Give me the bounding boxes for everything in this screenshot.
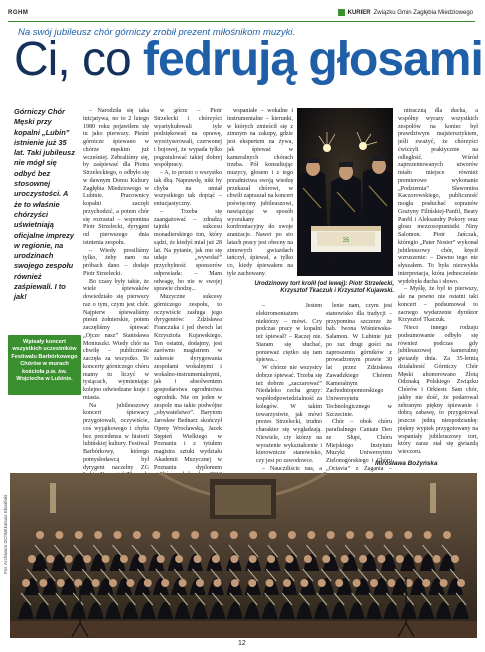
choir-member-head [75,531,83,539]
article-kicker: Na swój jubileusz chór górniczy zrobił prezent miłośnikom muzyki. [18,27,296,38]
choir-member-head [230,555,238,563]
choir-member-head [266,579,274,587]
photo-credit: Fot. Archiwum GChM/Janusz Kłosiński [3,495,8,574]
choir-member-head [353,579,361,587]
choir-member-head [126,579,134,587]
choir-member-head [83,555,91,563]
choir-member-head [94,531,102,539]
choir-member-head [22,579,30,587]
choir-member-head [377,555,385,563]
choir-member-head [248,579,256,587]
choir-member-head [404,531,412,539]
paragraph: Muzyczne sukcesy górniczego zespołu, to oczywiście zasługa jego dyrygentów: Zdzisława Franczuka i jed dwoch lat Krzysztofa Kujawskiego. Ten ostatni, dodajmy, jest zarówno magistrem w zakresie dyrygowania zespołami wokalnymi i wokalno-instrumentalnymi, jak i absolwentem gospodarstwa ogrodnictwa ogrodnik. Nie on jeden w zespole ma takie podwójne „obywatelstwo”. Barytom Jarosław Bednarz skończył Operę Wrocławską, Jacek Stępień Wielkiego w Poznaniu i z tytułem magistra sztuki wydziału Akademii Muzycznej w Poznaniu dyplomem [154,294,222,471]
page-number: 12 [238,640,246,647]
choir-member-head [194,555,202,563]
choir-member-head [288,531,296,539]
article-lead: Górniczy Chór Męski przy kopalni „Lubin” istnienie już 35 lat. Taki jubileusz nie mógł się odbyć bez stosownej uroczystości. A że to właśnie chórzyści uświetniają oficjalne imprezy w regionie, na urodzinach swojego zespołu również zaśpiewali. I to jak! [14,107,75,302]
choir-member-head [74,579,82,587]
choir-member-head [191,531,199,539]
choir-member-head [212,555,220,563]
choir-member-head [157,555,165,563]
choir-member-head [152,531,160,539]
text-column-2 [154,108,222,475]
paragraph: – Narodziła się taka inicjatywa, no to 2 lutego 1980 roku pojawiłem się tu jako pierwszy. Pieśni górnicze śpiewano w chórze męskim już wcześniej. Zebraliśmy się, by zaśpiewać dla Piotra Strzeleckiego, o odbyło się w dawnym Domu Kultury Zagłębia Miedziowego w Lubinie. Pracownicy kopalni zaczęli przychodzić, a potem chór się rozrastał – wspomina Piotr Strzelecki, dyrygent od pierwszego dnia istnienia zespołu. [83,108,149,246]
brand-square-icon [338,9,345,16]
choir-member-head [359,555,367,563]
choir-member-head [249,555,257,563]
choir-member-head [285,555,293,563]
choir-member-head [440,579,448,587]
article-headline [14,33,483,86]
choir-member-head [109,579,117,587]
paragraph: – Jestem elektromontażem niektórzy – mówi. Czy podczas pracy w kopalni też śpiewał? – Raczej nie. Staram się słuchać, ponieważ ciężko się tam śpiewa... [256,303,322,364]
choir-member-head [365,531,373,539]
choir-member-head [267,555,275,563]
magazine-name: KURIER [347,9,371,16]
cake-photo [297,108,393,276]
choir-member-head [269,531,277,539]
paragraph: – Myślę, że był to pierwszy, ale na pewno nie ostatni taki koncert – podsumował to zacnego wydarzenie dyrektor Krzysztof Tkaczuk. [398,286,478,324]
choir-member-head [210,531,218,539]
text-column-4 [398,108,478,455]
choir-member-head [422,579,430,587]
photo-caption: Urodzinowy tort krolił (od lewej): Piotr Strzelecki, Krzysztof Tkaczuk i Krzysztof Kujawski. [254,281,394,295]
choir-member-head [28,555,36,563]
choir-member-head [457,579,465,587]
paragraph: lenie nam, czym jest stanowisko dla tradycji – przypomina szczerze że bab. Iwona Wiśniewska-Salamon. W Lubinie już po raz drugi gości na zaproszeniu górników z prowadzonym prawie 30 lat przez Zdzisława Zawadzkiego Chórem Kameralnym Zachodniopomorskiego Uniwersytetu Technologicznego w Szczecinie. [326,303,392,418]
choir-member-head [213,579,221,587]
choir-photo-illustration [10,473,477,638]
choir-member-head [443,531,451,539]
choir-member-head [55,531,63,539]
choir-member-head [307,531,315,539]
choir-member-head [300,579,308,587]
paragraph: Bo czasy były takie, że wiele śpiewaków dowiedziało się pierwszy raz o tym, czym jest chór. Najpierw śpiewaliśmy pieśni żołnierskie, potem zaczęliśmy śpiewać „Ojcze nasz” Stanisława Moniuszki. Wtedy chór na chwilę – publiczność zaczęła za wszystko. Te koncerty górniczego chóru mamy tu liczyć w tysiącach, wymieniając kolejno odwiedzane kraje i miasta. [83,278,149,401]
cake-photo-illustration [297,108,393,276]
text-column-3 [227,108,293,277]
paragraph: Na jubileuszowy koncert śpiewacy przygotowali, oczywiście, coś wyjątkowego i chyba bez precedensu w historii lubińskiej kultury. Festiwal Barbórkowy, którego pomysłodawcą był dyrygent naczelny ZG [83,402,149,471]
choir-member-head [283,579,291,587]
text-column-5 [256,303,322,472]
choir-member-head [39,579,47,587]
choir-member-head [231,579,239,587]
choir-member-head [161,579,169,587]
headline-highlight: fedrują głosami [143,33,483,86]
choir-member-head [179,579,187,587]
magazine-subtitle: Związku Gmin Zagłębia Miedziowego [373,9,473,16]
choir-member-head [138,555,146,563]
choir-member-head [249,531,257,539]
choir-member-head [46,555,54,563]
choir-member-head [387,579,395,587]
magazine-masthead [338,9,473,16]
choir-member-head [230,531,238,539]
text-column-1 [83,108,149,475]
choir-member-head [144,579,152,587]
choir-member-head [396,555,404,563]
choir-member-head [414,555,422,563]
choir-member-head [65,555,73,563]
choir-member-head [385,531,393,539]
article-author: Mirosława Bożyńska [375,460,438,467]
choir-member-head [175,555,183,563]
paragraph: Nieco innego rodzaju podsumowanie odbyło się również podczas gdy jubileuszowej kameralnej gwiazdy dnia. Za 35-letnią działalność Górniczy Chór Męski uhonorowano Złotą Odznaką Polskiego Związku Chórów i Orkiestr. Sam chór, jakby nie dość, że podarował zebranym piękny śpiewanie i dobrą zabawę, to przygotował jeszcze jedną niespodziankę: piękny wypiek przygotowany na wspaniały jubileuszowy tort, który zaraz stał się gwiazdą wieczoru. [398,325,478,455]
choir-member-head [433,555,441,563]
paragraph: wspaniałe – wokalne i instrumentalne – kierunki, w których zmieścił się z zimnym na zakupy, gdzie jest ekspertem na żywa, jak śpiewać w kameralnych chórach trzeba. Pół konsultując muzycy, głosem i z tego poradnictwa swoją wiedzę przekazał chórowi, w chwili zapraszał na koncert poświęcony jubileuszowi, nawiązując w sposób wyszukany i konfrontacyjny do swoje aranżacje. Nawet po sto latach pracy jest obecny na zimowych gwiazdach tańczył, śpiewał, a tylko co, kiedy śpiewałem na tyle zachowany. [227,108,293,277]
paragraph: – Naucziliście nas, a [262,465,322,472]
choir-member-head [304,555,312,563]
header-rule [8,21,475,22]
paragraph: nitraczną dla ducha, a współny wyrazy wszystkich zespołów na koniec był prawdziwym majstersztykiem, jeśli zważyć, że chórzyści ćwiczyli praktycznie na odległość. Wśród zaprezentowanych utworów miało miejsce również premierowe wykonanie „Podziemia” Sławomira Kaczorowskiego, publiczność mogła posłuchać sopranów Grażyny Filińskiej-Panfil, Beaty Panfil i Aleksandry Pokory oraz głosu mezzosopranistki Niny Salomon. Piotr Jańczak, któregio „Pater Noster” wykonał jubileuszowy chór, kręcił wzruszenie: – Dawno tego nie słyszałem. To była niezwykła interpretacja, która jednocześnie wydobyła ducha i słowo. [398,108,478,285]
choir-member-head [327,531,335,539]
section-label: RGHM [8,10,29,16]
paragraph: – A, to prosto o wszystko tak dbą. Naprawdę, nikt by chyba na umiał wszystkiego tak dopiąć – entuzjastyczny. [154,170,222,207]
choir-member-head [424,531,432,539]
headline-part: Ci, co [14,33,144,86]
choir-member-head [120,555,128,563]
choir-member-head [36,531,44,539]
choir-member-head [322,555,330,563]
choir-member-head [341,555,349,563]
paragraph: w górze – Piotr Strzelecki i chórzyści wyartykułowali tyle podziękowań na oprawę, wyreżyserowali, czerwonej i bojowej, że wypada tylko pogratulować takiej dobrej współpracy. [154,108,222,169]
text-column-6 [326,303,392,472]
choir-member-head [133,531,141,539]
choir-member-head [102,555,110,563]
paragraph: Chór – obok chóru parafialnego Cantate Deo ze Słupi, Chóru Miejskiego Instytutu Muzyki Uniwersytetu Zielonogórskiego i Chóru „Octavia” z Zagania – [326,419,392,472]
sidebox-text: Wpisały koncert wszystkich uczestników Festiwalu Barbórkowego Chórów w murach kościoła p.w. św. Wojciecha w Lubinie. [11,339,78,383]
choir-member-head [172,531,180,539]
choir-member-head [318,579,326,587]
choir-member-head [114,531,122,539]
choir-concert-photo [10,473,477,638]
choir-member-head [57,579,65,587]
choir-member-head [451,555,459,563]
choir-member-head [335,579,343,587]
paragraph: – Trzeba się zaangażować – zdradzą tajniki sukcesu monadierskiego ton, który sądzi, że kiedyś miał już 28 lat. Na pytanie, jak mu się udaje „wywołać” przychylność sponsorów odpowiada: – Mam odwagę, bo nie w swojej sprawie chodzę... [154,208,222,293]
choir-member-head [92,579,100,587]
paragraph: – Wtedy prosiliśmy tylko, żeby nam na próbach dano – dodaje Piotr Strzelecki. [83,247,149,277]
choir-member-head [196,579,204,587]
svg-text:35: 35 [342,238,350,244]
paragraph: W chórze nie wszystcy dobrze śpiewać. Trzeba się też dobrze „zaczarować” Niedaleko cecha grupy: współodpowiedzialność za kolegów. W takim towarzystwie, jak mówi prezes Strzelecki, trudno charakter się wygładzają. Niewiele, ciy którzy na wyrażenie wykształcenie i kierownicze stanowisko, czy jest po zawodowce. [256,365,322,464]
choir-member-head [346,531,354,539]
choir-member-head [370,579,378,587]
